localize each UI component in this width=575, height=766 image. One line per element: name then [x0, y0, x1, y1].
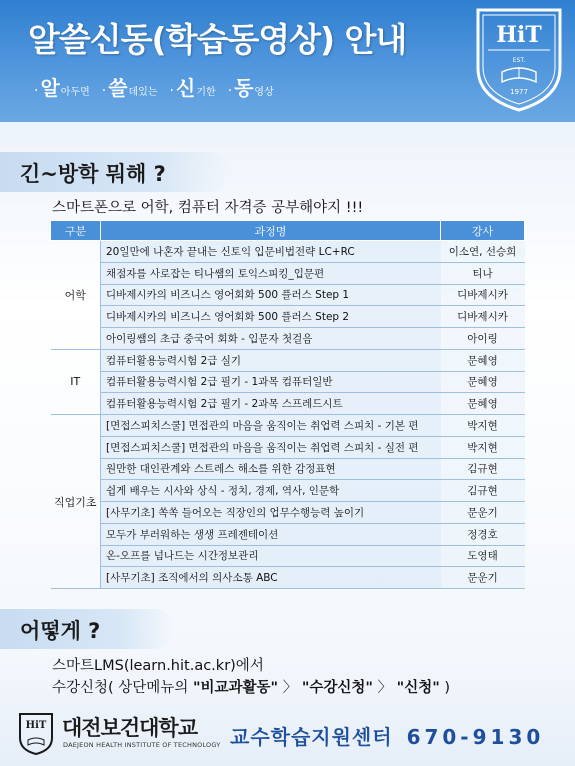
course-name: 컴퓨터활용능력시험 2급 필기 - 1과목 컴퓨터일반	[101, 371, 441, 393]
intro-text: 스마트폰으로 어학, 컴퓨터 자격증 공부해야지 !!!	[52, 200, 364, 216]
table-header-row	[51, 221, 525, 241]
how-line-1: 스마트LMS(learn.hit.ac.kr)에서	[52, 658, 264, 674]
course-name: 온-오프를 넘나드는 시간정보관리	[101, 545, 441, 567]
course-name: 채점자를 사로잡는 티나쌤의 토익스피킹_입문편	[101, 262, 441, 284]
course-name: [사무기초] 쏙쏙 들어오는 직장인의 업무수행능력 높이기	[101, 502, 441, 524]
instructor-name: 문운기	[441, 567, 525, 589]
phone-number: 670-9130	[406, 725, 545, 749]
svg-text:HiT: HiT	[25, 720, 47, 731]
course-name: 컴퓨터활용능력시험 2급 필기 - 2과목 스프레드시트	[101, 393, 441, 415]
svg-text:EST.: EST.	[512, 57, 526, 64]
instructor-name: 박지현	[441, 415, 525, 437]
course-name: 쉽게 배우는 시사와 상식 - 정치, 경제, 역사, 인문학	[101, 480, 441, 502]
category-cell: 어학	[51, 241, 101, 350]
table-row	[51, 502, 525, 524]
course-name: 원만한 대인관계와 스트레스 해소를 위한 감정표현	[101, 458, 441, 480]
table-row	[51, 241, 525, 263]
table-row	[51, 458, 525, 480]
header-banner	[0, 0, 575, 122]
section-heading-how: 어떻게 ?	[0, 609, 175, 649]
column-header-course: 과정명	[101, 221, 441, 241]
instructor-name: 정경호	[441, 523, 525, 545]
instructor-name: 문운기	[441, 502, 525, 524]
category-cell: 직업기초	[51, 415, 101, 589]
course-name: 디바제시카의 비즈니스 영어회화 500 플러스 Step 2	[101, 306, 441, 328]
table-row	[51, 349, 525, 371]
how-line-2: 수강신청( 상단메뉴의 "비교과활동" 〉 "수강신청" 〉 "신청" )	[52, 680, 451, 696]
course-name: [사무기초] 조직에서의 의사소통 ABC	[101, 567, 441, 589]
course-table	[50, 220, 525, 589]
footer-logo-icon	[18, 712, 54, 756]
subtitle-item-3: · 신 기한	[169, 76, 216, 100]
how-instructions	[52, 655, 450, 699]
header-subtitle	[34, 72, 274, 101]
instructor-name: 문혜영	[441, 371, 525, 393]
table-row	[51, 523, 525, 545]
category-cell: IT	[51, 349, 101, 414]
course-name: 컴퓨터활용능력시험 2급 실기	[101, 349, 441, 371]
table-row	[51, 545, 525, 567]
instructor-name: 박지현	[441, 436, 525, 458]
course-name: [면접스피치스쿨] 면접관의 마음을 움직이는 취업력 스피치 - 기본 편	[101, 415, 441, 437]
university-logo	[474, 6, 564, 114]
table-row	[51, 371, 525, 393]
svg-text:1977: 1977	[510, 88, 528, 96]
subtitle-item-4: · 동 영상	[227, 76, 274, 100]
instructor-name: 아이링	[441, 328, 525, 350]
course-name: [면접스피치스쿨] 면접관의 마음을 움직이는 취업력 스피치 - 실전 편	[101, 436, 441, 458]
university-name: 대전보건대학교	[62, 716, 198, 740]
section-heading-vacation: 긴~방학 뭐해 ?	[0, 152, 230, 192]
instructor-name: 디바제시카	[441, 284, 525, 306]
table-row	[51, 393, 525, 415]
column-header-instructor: 강사	[441, 221, 525, 241]
page-title: 알쓸신동(학습동영상) 안내	[28, 20, 407, 59]
instructor-name: 문혜영	[441, 349, 525, 371]
table-row	[51, 436, 525, 458]
course-name: 모두가 부러워하는 생생 프레젠테이션	[101, 523, 441, 545]
center-contact	[230, 721, 544, 750]
instructor-name: 문혜영	[441, 393, 525, 415]
table-row	[51, 328, 525, 350]
course-name: 디바제시카의 비즈니스 영어회화 500 플러스 Step 1	[101, 284, 441, 306]
table-row	[51, 480, 525, 502]
subtitle-item-2: · 쓸 데있는	[101, 76, 158, 100]
table-row	[51, 306, 525, 328]
instructor-name: 이소연, 선승희	[441, 241, 525, 263]
subtitle-item-1: · 알 아두면	[34, 76, 90, 100]
instructor-name: 김규현	[441, 458, 525, 480]
table-row	[51, 567, 525, 589]
table-row	[51, 262, 525, 284]
course-name: 20일만에 나혼자 끝내는 신토익 입문비법전략 LC+RC	[101, 241, 441, 263]
column-header-category: 구분	[51, 221, 101, 241]
instructor-name: 도영태	[441, 545, 525, 567]
center-name: 교수학습지원센터	[230, 725, 393, 749]
instructor-name: 티나	[441, 262, 525, 284]
table-row	[51, 415, 525, 437]
university-name-english: DAEJEON HEALTH INSTITUTE OF TECHNOLOGY	[63, 741, 221, 749]
instructor-name: 김규현	[441, 480, 525, 502]
svg-text:HiT: HiT	[496, 22, 542, 48]
table-row	[51, 284, 525, 306]
course-name: 아이링쌤의 초급 중국어 회화 - 입문자 첫걸음	[101, 328, 441, 350]
instructor-name: 디바제시카	[441, 306, 525, 328]
